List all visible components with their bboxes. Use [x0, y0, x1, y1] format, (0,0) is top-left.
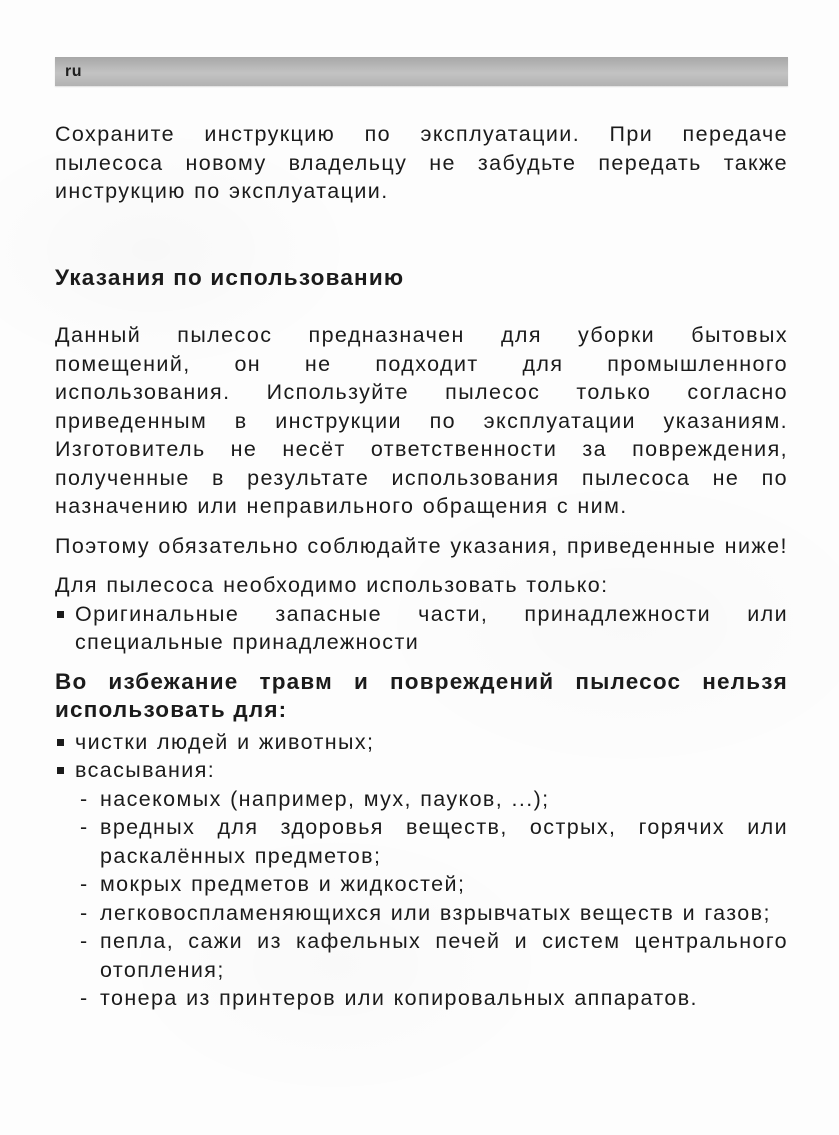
language-tab-bar [55, 57, 788, 86]
suction-item-text: насекомых (например, мух, пауков, ...); [100, 786, 550, 811]
suction-item-text: вредных для здоровья веществ, острых, горячих или раскалённых предметов; [100, 815, 788, 868]
suction-list-item [80, 899, 788, 928]
suction-item-text: пепла, сажи из кафельных печей и систем центрального отопления; [100, 929, 788, 982]
warning-list-item [55, 756, 788, 1013]
warning-section-heading: Во избежание травм и повреждений пылесос нельзя использовать для: [55, 668, 788, 722]
suction-list-item [80, 870, 788, 899]
suction-item-text: легковоспламеняющихся или взрывчатых веществ и газов; [100, 900, 771, 925]
usage-note-paragraph: Поэтому обязательно соблюдайте указания, приведенные ниже! [55, 533, 788, 558]
warning-item-text: всасывания: [75, 758, 216, 782]
only-use-lead: Для пылесоса необходимо использовать только: [55, 573, 609, 597]
only-use-list-item [55, 600, 788, 657]
language-code-label: ru [65, 63, 82, 80]
only-use-list [55, 600, 788, 657]
usage-section-heading: Указания по использованию [55, 264, 405, 290]
suction-item-text: тонера из принтеров или копировальных аппаратов. [100, 986, 698, 1010]
suction-list [80, 785, 788, 1013]
suction-list-item [80, 927, 788, 984]
warning-list-item [55, 728, 788, 757]
intro-paragraph: Сохраните инструкцию по эксплуатации. При передаче пылесоса новому владельцу не забудьте передать также инструкцию по эксплуатации. [55, 122, 788, 203]
suction-list-item [80, 984, 788, 1013]
suction-list-item [80, 813, 788, 870]
warning-list [55, 728, 788, 1013]
usage-paragraph: Данный пылесос предназначен для уборки бытовых помещений, он не подходит для промышленного использования. Используйте пылесос только согласно приведенным в инструкции по эксплуатации указаниям. Изготовитель не несёт ответственности за повреждения, полученные в результате использования пылесоса не по назначению или неправильного обращения с ним. [55, 323, 788, 518]
page-content [55, 0, 788, 1013]
suction-list-item [80, 785, 788, 814]
only-use-item-text: Оригинальные запасные части, принадлежности или специальные принадлежности [75, 601, 788, 654]
warning-item-text: чистки людей и животных; [75, 729, 375, 754]
suction-item-text: мокрых предметов и жидкостей; [100, 872, 466, 896]
